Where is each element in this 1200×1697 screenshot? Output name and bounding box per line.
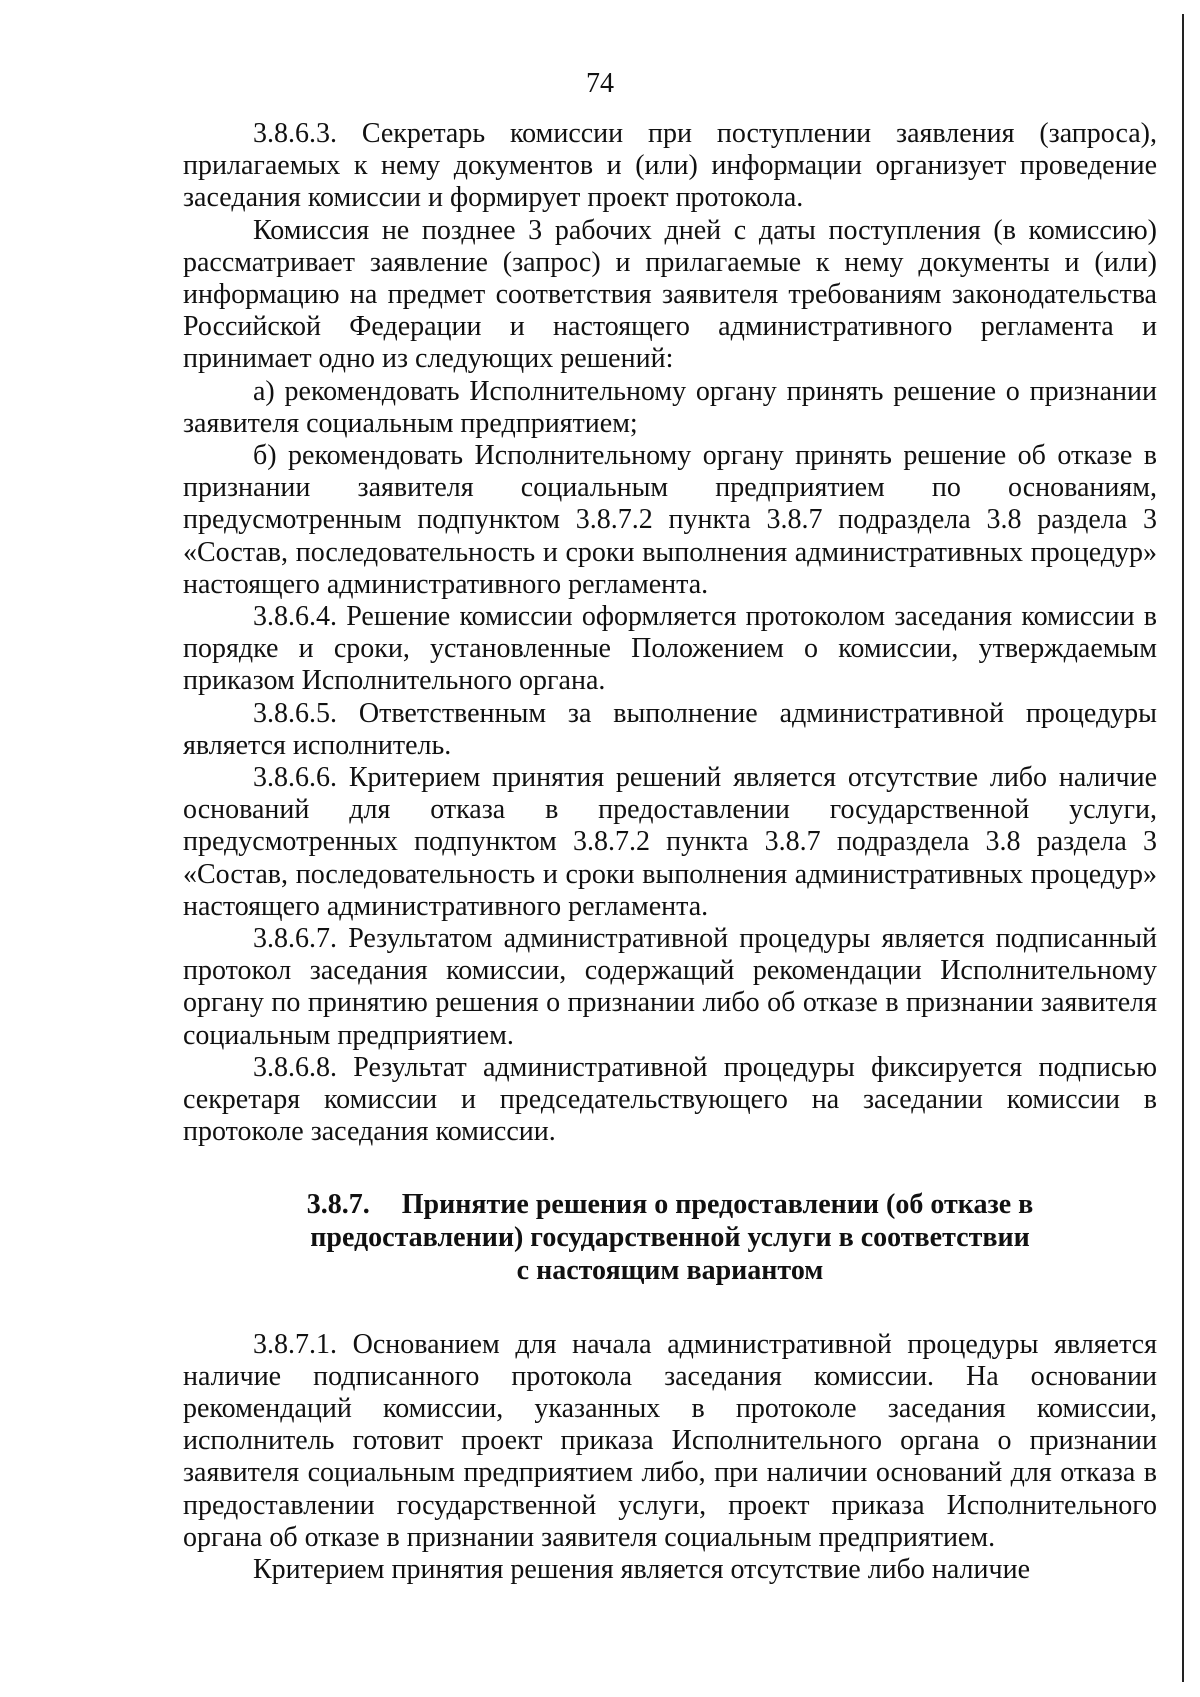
paragraph-3-8-6-3: 3.8.6.3. Секретарь комиссии при поступлении заявления (запроса), прилагаемых к нему документов и (или) информации организует проведение заседания комиссии и формирует проект протокола. [183, 118, 1157, 214]
paragraph-3-8-6-4: 3.8.6.4. Решение комиссии оформляется протоколом заседания комиссии в порядке и сроки, установленные Положением о комиссии, утверждаемым приказом Исполнительного органа. [183, 601, 1157, 697]
paragraph-decision-criterion: Критерием принятия решения является отсутствие либо наличие [253, 1553, 1030, 1585]
section-number: 3.8.7. [306, 1188, 370, 1220]
section-heading-3-8-7 [183, 1188, 1157, 1287]
paragraph-3-8-7-1: 3.8.7.1. Основанием для начала административной процедуры является наличие подписанного протокола заседания комиссии. На основании рекомендаций комиссии, указанных в протоколе заседания комиссии, исполнитель готовит проект приказа Исполнительного органа о признании заявителя социальным предприятием либо, при наличии оснований для отказа в предоставлении государственной услуги, проект приказа Исполнительного органа об отказе в признании заявителя социальным предприятием. [183, 1328, 1157, 1553]
paragraph-3-8-6-7: 3.8.6.7. Результатом административной процедуры является подписанный протокол заседания комиссии, содержащий рекомендации Исполнительному органу по принятию решения о признании либо об отказе в признании заявителя социальным предприятием. [183, 923, 1157, 1051]
page-number: 74 [586, 68, 614, 99]
section-heading-line-1 [183, 1188, 1157, 1221]
paragraph-option-b: б) рекомендовать Исполнительному органу принять решение об отказе в признании заявителя социальным предприятием по основаниям, предусмотренным подпунктом 3.8.7.2 пункта 3.8.7 подраздела 3.8 раздела 3 «Состав, последовательность и сроки выполнения административных процедур» настоящего административного регламента. [183, 440, 1157, 600]
section-heading-line-2: предоставлении) государственной услуги в соответствии [310, 1221, 1030, 1253]
paragraph-3-8-6-8: 3.8.6.8. Результат административной процедуры фиксируется подписью секретаря комиссии и председательствующего на заседании комиссии в протоколе заседания комиссии. [183, 1051, 1157, 1148]
paragraph-option-a: а) рекомендовать Исполнительному органу принять решение о признании заявителя социальным предприятием; [183, 375, 1157, 439]
section-title-part-1: Принятие решения о предоставлении (об отказе в [401, 1188, 1034, 1220]
document-body [183, 118, 1157, 1586]
paragraph-3-8-6-6: 3.8.6.6. Критерием принятия решений является отсутствие либо наличие оснований для отказа в предоставлении государственной услуги, предусмотренных подпунктом 3.8.7.2 пункта 3.8.7 подраздела 3.8 раздела 3 «Состав, последовательность и сроки выполнения административных процедур» настоящего административного регламента. [183, 762, 1157, 922]
page-edge-line [1182, 14, 1184, 1682]
paragraph-commission-review: Комиссия не позднее 3 рабочих дней с даты поступления (в комиссию) рассматривает заявление (запрос) и прилагаемые к нему документы и (или) информацию на предмет соответствия заявителя требованиям законодательства Российской Федерации и настоящего административного регламента и принимает одно из следующих решений: [183, 214, 1157, 375]
paragraph-3-8-6-5: 3.8.6.5. Ответственным за выполнение административной процедуры является исполнитель. [183, 697, 1157, 761]
section-heading-line-3: с настоящим вариантом [516, 1254, 824, 1286]
